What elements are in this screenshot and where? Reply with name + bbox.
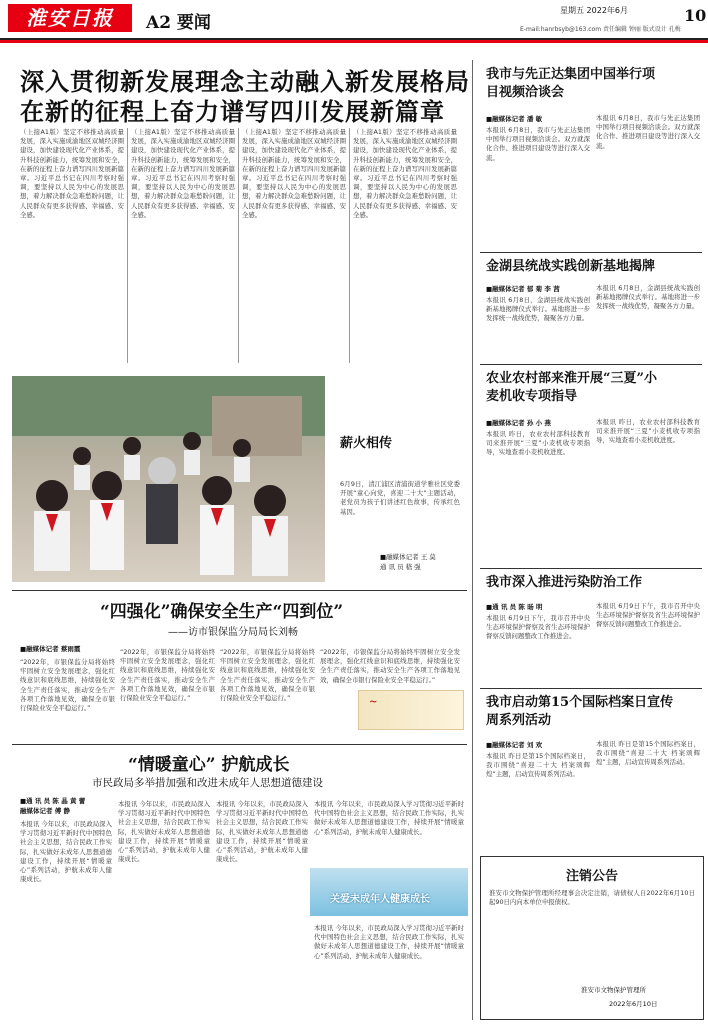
section-divider [480,252,702,253]
story5-title: 我市启动第15个国际档案日宣传周系列活动 [486,695,674,728]
photo-title: 薪火相传 [340,436,393,451]
lead-headline-1: 深入贯彻新发展理念主动融入新发展格局 [20,67,470,96]
youth-banner-text: 关爱未成年人健康成长 [330,894,430,905]
column-divider [349,128,350,363]
photo-credit-2: 通 讯 员 嵇 强 [380,563,421,571]
youth-column-4: 本报讯 今年以来，市民政局深入学习贯彻习近平新时代中国特色社会主义思想，结合民政工作实际，扎实做好未成年人思想道德建设工作，持续开展“情暖童心”系列活动，护航未成年人健康成长。 [314,800,464,836]
newspaper-logo: 淮安日报 [8,4,132,32]
photo-credit-1: ■融媒体记者 王 莫 [380,553,436,561]
story3-column-2: 本报讯 昨日，农业农村部科技教育司来淮开展“三夏”小麦机收专项指导，实地查看小麦机收进度。 [596,418,700,445]
story1-column-2: 本报讯 6月8日，我市与先正达集团中国举行项目视频洽谈会。双方就深化合作、推进项目建设等进行深入交流。 [596,114,700,150]
youth-column-3: 本报讯 今年以来，市民政局深入学习贯彻习近平新时代中国特色社会主义思想，结合民政工作实际，扎实做好未成年人思想道德建设工作，持续开展“情暖童心”系列活动，护航未成年人健康成长。 [216,800,308,864]
weekday: 星期五 [560,6,584,15]
masthead-rule [0,40,708,43]
right-column-divider [472,60,473,1020]
safety-column-1: “2022年，市银保监分局将始终牢固树立安全发展理念，强化红线意识和底线思维，持续强化安全生产责任落实，推动安全生产各项工作落地见效，确保全市银行保险业安全平稳运行。” [20,658,115,713]
notice-issuer: 淮安市文物保护管理所 [581,986,646,994]
edition-label: A2 要闻 [146,13,211,33]
youth-column-5: 本报讯 今年以来，市民政局深入学习贯彻习近平新时代中国特色社会主义思想，结合民政工作实际，扎实做好未成年人思想道德建设工作，持续开展“情暖童心”系列活动，护航未成年人健康成长。 [314,924,464,960]
story3-byline: ■融媒体记者 孙 小 燕 [486,419,551,427]
section-divider [12,744,467,745]
notice-body: 淮安市文物保护管理所经理事会决定注销，请债权人自2022年6月10日起90日内向本单位申报债权。 [489,889,695,907]
youth-photo [310,868,468,916]
story4-title: 我市深入推进污染防治工作 [486,575,643,590]
story5-column-1: 本报讯 昨日是第15个国际档案日，我市围绕“喜迎二十大 档案颂辉煌”主题，启动宣传周系列活动。 [486,752,590,779]
story1-title: 我市与先正达集团中国举行项目视频洽谈会 [486,67,656,100]
lead-column-4: （上接A1版）坚定不移推动高质量发展，深入实施成渝地区双城经济圈建设，加快建设现代化产业体系，提升科技创新能力，统筹发展和安全，在新的征程上奋力谱写四川发展新篇章。习近平总书记在四川考察时强调，要坚持以人民为中心的发展思想，着力解决群众急难愁盼问题，让人民群众有更多获得感、幸福感、安全感。 [353,128,457,219]
children-photo-illustration [12,376,325,582]
notice-date: 2022年6月10日 [609,1000,658,1008]
lead-headline-2: 在新的征程上奋力谱写四川发展新篇章 [20,97,445,126]
youth-headline: “情暖童心” 护航成长 [128,755,290,775]
section-divider [480,364,702,365]
youth-column-1: 本报讯 今年以来，市民政局深入学习贯彻习近平新时代中国特色社会主义思想，结合民政工作实际，扎实做好未成年人思想道德建设工作，持续开展“情暖童心”系列活动，护航未成年人健康成长。 [20,820,112,884]
news-photo [12,376,325,582]
story2-column-2: 本报讯 6月8日，金湖县统战实践创新基地揭牌仪式举行。基地将进一步发挥统一战线优势，凝聚各方力量。 [596,284,700,311]
story4-byline: ■通 讯 员 陈 旸 明 [486,603,543,611]
safety-column-4: “2022年，市银保监分局将始终牢固树立安全发展理念，强化红线意识和底线思维，持续强化安全生产责任落实，推动安全生产各项工作落地见效，确保全市银行保险业安全平稳运行。” [320,648,460,684]
story5-column-2: 本报讯 昨日是第15个国际档案日，我市围绕“喜迎二十大 档案颂辉煌”主题，启动宣传周系列活动。 [596,740,700,767]
column-divider [127,128,128,363]
contact-email: E-mail:hanrbsyb@163.com [520,26,602,33]
date: 2022年6月 [586,6,628,15]
safety-photo: ~ [358,690,464,730]
editors: 责任编辑 钟丽 版式设计 孔梅 [602,26,681,33]
youth-column-2: 本报讯 今年以来，市民政局深入学习贯彻习近平新时代中国特色社会主义思想，结合民政工作实际，扎实做好未成年人思想道德建设工作，持续开展“情暖童心”系列活动，护航未成年人健康成长。 [118,800,210,864]
notice-box [480,856,704,1020]
youth-byline-1: ■通 讯 员 陈 晶 黄 蕾 [20,797,86,805]
section-divider [480,688,702,689]
lead-column-2: （上接A1版）坚定不移推动高质量发展，深入实施成渝地区双城经济圈建设，加快建设现代化产业体系，提升科技创新能力，统筹发展和安全，在新的征程上奋力谱写四川发展新篇章。习近平总书记在四川考察时强调，要坚持以人民为中心的发展思想，着力解决群众急难愁盼问题，让人民群众有更多获得感、幸福感、安全感。 [131,128,235,219]
column-divider [238,128,239,363]
lead-column-3: （上接A1版）坚定不移推动高质量发展，深入实施成渝地区双城经济圈建设，加快建设现代化产业体系，提升科技创新能力，统筹发展和安全，在新的征程上奋力谱写四川发展新篇章。习近平总书记在四川考察时强调，要坚持以人民为中心的发展思想，着力解决群众急难愁盼问题，让人民群众有更多获得感、幸福感、安全感。 [242,128,346,219]
story1-byline: ■融媒体记者 潘 敏 [486,115,543,123]
safety-byline: ■融媒体记者 蔡雨霞 [20,645,81,653]
section-divider [480,568,702,569]
masthead [0,0,708,40]
youth-byline-2: 融媒体记者 傅 静 [20,807,71,815]
safety-subhead: ——访市银保监分局局长刘畅 [168,627,298,638]
story1-column-1: 本报讯 6月8日，我市与先正达集团中国举行项目视频洽谈会。双方就深化合作、推进项目建设等进行深入交流。 [486,126,590,162]
safety-column-3: “2022年，市银保监分局将始终牢固树立安全发展理念，强化红线意识和底线思维，持续强化安全生产责任落实，推动安全生产各项工作落地见效，确保全市银行保险业安全平稳运行。” [220,648,315,703]
safety-headline: “四强化”确保安全生产“四到位” [100,602,344,622]
story3-column-1: 本报讯 昨日，农业农村部科技教育司来淮开展“三夏”小麦机收专项指导，实地查看小麦机收进度。 [486,430,590,457]
youth-subhead: 市民政局多举措加强和改进未成年人思想道德建设 [92,777,323,789]
story4-column-1: 本报讯 6月9日下午，我市召开中央生态环境保护督察及省生态环境保护督察反馈问题整改工作推进会。 [486,614,590,641]
story5-byline: ■融媒体记者 刘 欢 [486,741,543,749]
story2-byline: ■融媒体记者 郁 菊 李 茜 [486,285,560,293]
story3-title: 农业农村部来淮开展“三夏”小麦机收专项指导 [486,371,657,404]
photo-caption: 6月9日，清江浦区清浦街道学雅社区党委开展“童心向党，喜迎二十大”主题活动，老党员为孩子们讲述红色故事，传承红色基因。 [340,480,460,516]
notice-title: 注销公告 [565,869,618,884]
issue-date [560,5,670,16]
safety-column-2: “2022年，市银保监分局将始终牢固树立安全发展理念，强化红线意识和底线思维，持续强化安全生产责任落实，推动安全生产各项工作落地见效，确保全市银行保险业安全平稳运行。” [120,648,215,703]
story2-column-1: 本报讯 6月8日，金湖县统战实践创新基地揭牌仪式举行。基地将进一步发挥统一战线优势，凝聚各方力量。 [486,296,590,323]
masthead-contact [520,24,706,33]
story4-column-2: 本报讯 6月9日下午，我市召开中央生态环境保护督察及省生态环境保护督察反馈问题整改工作推进会。 [596,602,700,629]
page-number: 10 [684,6,707,25]
story2-title: 金湖县统战实践创新基地揭牌 [486,259,656,274]
lead-column-1: （上接A1版）坚定不移推动高质量发展，深入实施成渝地区双城经济圈建设，加快建设现代化产业体系，提升科技创新能力，统筹发展和安全，在新的征程上奋力谱写四川发展新篇章。习近平总书记在四川考察时强调，要坚持以人民为中心的发展思想，着力解决群众急难愁盼问题，让人民群众有更多获得感、幸福感、安全感。 [20,128,124,219]
section-divider [12,590,467,591]
